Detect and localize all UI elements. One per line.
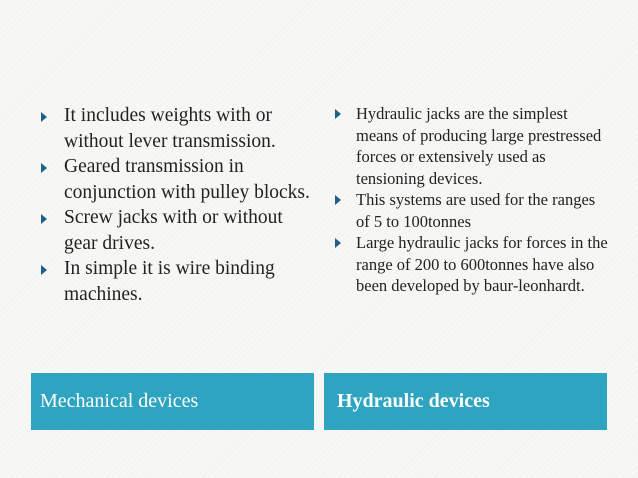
bullet-text: It includes weights with or without lever transmission.: [64, 105, 276, 152]
triangle-bullet-icon: [335, 238, 341, 248]
bullet-text: Large hydraulic jacks for forces in the range of 200 to 600tonnes have also been developed by baur-leonhardt.: [356, 233, 608, 295]
bullet-text: This systems are used for the ranges of 5 to 100tonnes: [356, 190, 596, 231]
list-item: [38, 256, 310, 307]
hydraulic-devices-label: [324, 373, 607, 430]
left-column: [38, 103, 310, 307]
bullet-text: Screw jacks with or without gear drives.: [64, 207, 283, 254]
triangle-bullet-icon: [41, 112, 47, 122]
label-text: Hydraulic devices: [337, 390, 490, 412]
triangle-bullet-icon: [335, 109, 341, 119]
list-item: [38, 154, 310, 205]
list-item: [38, 103, 310, 154]
list-item: [332, 103, 608, 189]
left-bullet-list: [38, 103, 310, 307]
bullet-text: Hydraulic jacks are the simplest means of producing large prestressed forces or extensively used as tensioning devices.: [356, 104, 602, 188]
bullet-text: In simple it is wire binding machines.: [64, 258, 275, 305]
triangle-bullet-icon: [41, 265, 47, 275]
label-text: Mechanical devices: [40, 390, 199, 412]
triangle-bullet-icon: [335, 195, 341, 205]
triangle-bullet-icon: [41, 214, 47, 224]
right-bullet-list: [332, 103, 608, 297]
list-item: [332, 189, 608, 232]
triangle-bullet-icon: [41, 163, 47, 173]
right-column: [332, 103, 608, 297]
mechanical-devices-label: [31, 373, 314, 430]
list-item: [332, 232, 608, 297]
list-item: [38, 205, 310, 256]
bullet-text: Geared transmission in conjunction with pulley blocks.: [64, 156, 310, 203]
